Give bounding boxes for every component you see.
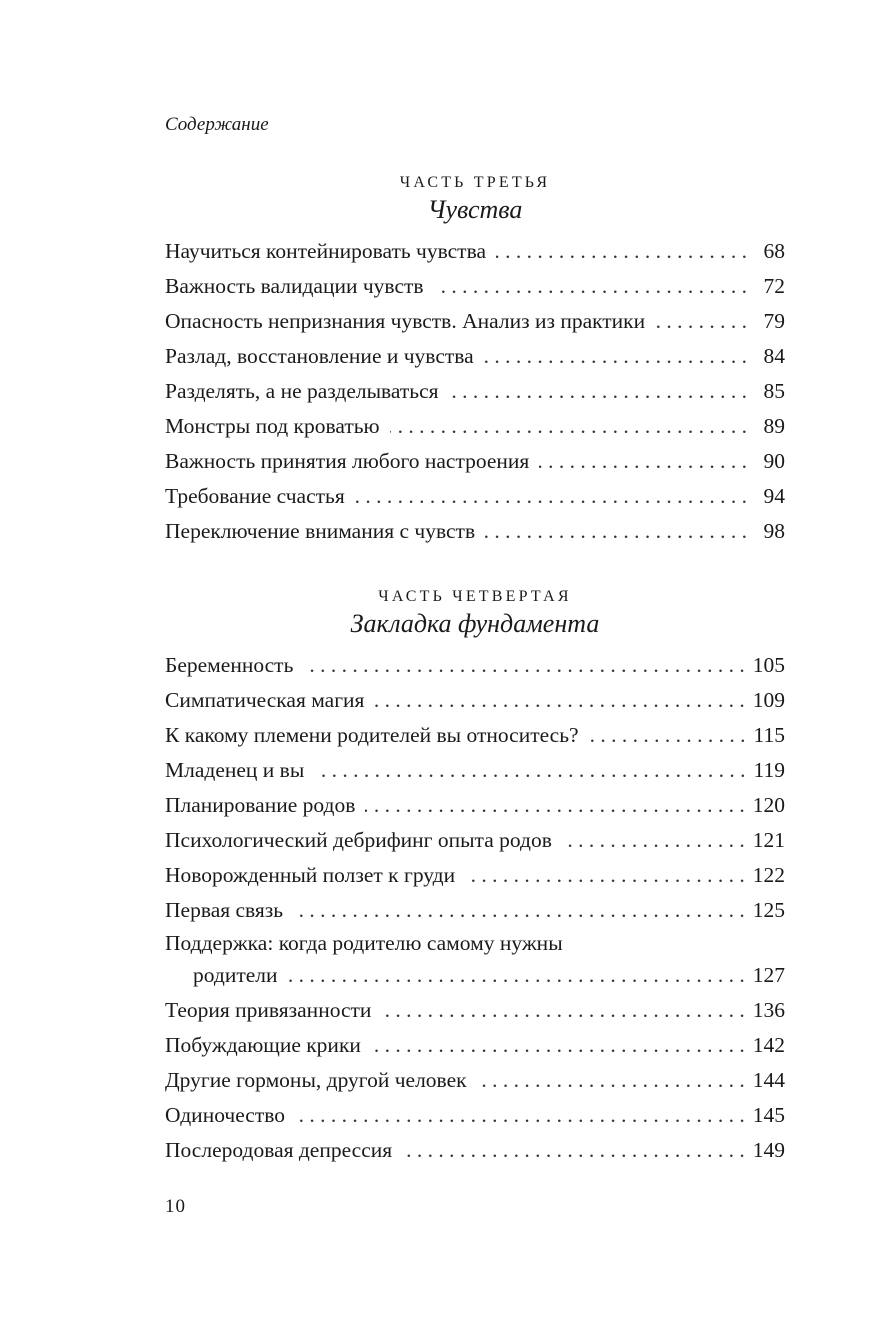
- toc-entry-title: Переключение внимания с чувств: [165, 519, 476, 543]
- leader-dots: [485, 514, 747, 549]
- toc-entry[interactable]: [165, 269, 785, 304]
- leader-dots: [374, 683, 744, 718]
- leader-dots: [303, 648, 744, 683]
- part-label: ЧАСТЬ ТРЕТЬЯ: [399, 174, 551, 191]
- toc-list: [165, 648, 785, 1168]
- toc-entry[interactable]: [165, 893, 785, 928]
- toc-entry-page: 149: [752, 1138, 785, 1162]
- leader-dots: [295, 1098, 745, 1133]
- toc-entry[interactable]: [165, 858, 785, 893]
- toc-entry[interactable]: [165, 479, 785, 514]
- toc-entry-page: 105: [752, 653, 785, 677]
- leader-dots: [371, 1028, 745, 1063]
- toc-entry-page: 72: [763, 274, 785, 298]
- toc-entry[interactable]: [165, 1098, 785, 1133]
- leader-dots: [381, 993, 744, 1028]
- toc-entry-page: 84: [763, 344, 785, 368]
- toc-entry-page: 142: [752, 1033, 785, 1057]
- part-three: [165, 172, 785, 549]
- toc-entry-title: Новорожденный ползет к груди: [165, 863, 456, 887]
- toc-entry[interactable]: [165, 1133, 785, 1168]
- toc-entry-title: Послеродовая депрессия: [165, 1138, 393, 1162]
- toc-entry[interactable]: [165, 1063, 785, 1098]
- toc-entry[interactable]: [165, 648, 785, 683]
- toc-entry-page: 145: [752, 1103, 785, 1127]
- toc-entry-page: 144: [752, 1068, 785, 1092]
- leader-dots: [390, 409, 747, 444]
- leader-dots: [589, 718, 746, 753]
- toc-entry-title: Важность валидации чувств: [165, 274, 424, 298]
- toc-entry-title: Научиться контейнировать чувства: [165, 239, 486, 263]
- leader-dots: [655, 304, 747, 339]
- toc-entry[interactable]: [165, 304, 785, 339]
- part-four: [165, 586, 785, 1168]
- toc-entry[interactable]: [165, 444, 785, 479]
- toc-entry-page: 125: [752, 898, 785, 922]
- toc-list: [165, 234, 785, 549]
- toc-entry[interactable]: [165, 718, 785, 753]
- toc-entry-page: 85: [763, 379, 785, 403]
- toc-entry-title: Планирование родов: [165, 793, 356, 817]
- page-number: 10: [165, 1196, 186, 1217]
- leader-dots: [365, 788, 744, 823]
- leader-dots: [355, 479, 747, 514]
- leader-dots: [402, 1133, 745, 1168]
- toc-entry-title-cont: родители: [193, 963, 278, 987]
- toc-entry[interactable]: [165, 234, 785, 269]
- toc-entry-page: 119: [753, 758, 785, 782]
- toc-entry[interactable]: [165, 1028, 785, 1063]
- part-label: ЧАСТЬ ЧЕТВЕРТАЯ: [378, 588, 572, 605]
- leader-dots: [434, 269, 747, 304]
- leader-dots: [539, 444, 747, 479]
- toc-entry-page: 90: [763, 449, 785, 473]
- toc-entry-page: 127: [752, 963, 785, 987]
- toc-entry-continuation: [165, 958, 785, 993]
- leader-dots: [477, 1063, 745, 1098]
- part-title: Закладка фундамента: [350, 609, 600, 638]
- toc-entry[interactable]: [165, 823, 785, 858]
- toc-entry-title: Побуждающие крики: [165, 1033, 361, 1057]
- toc-entry-title: Поддержка: когда родителю самому нужны: [165, 931, 563, 955]
- toc-entry-page: 98: [763, 519, 785, 543]
- leader-dots: [484, 339, 747, 374]
- toc-entry-title: Монстры под кроватью: [165, 414, 380, 438]
- toc-entry[interactable]: [165, 514, 785, 549]
- toc-entry[interactable]: [165, 788, 785, 823]
- toc-entry-page: 79: [763, 309, 785, 333]
- part-title: Чувства: [427, 195, 523, 224]
- leader-dots: [496, 234, 747, 269]
- toc-entry-page: 122: [752, 863, 785, 887]
- leader-dots: [449, 374, 747, 409]
- toc-entry-title: Младенец и вы: [165, 758, 305, 782]
- toc-entry[interactable]: [165, 683, 785, 718]
- leader-dots: [288, 958, 745, 993]
- toc-entry-page: 115: [753, 723, 785, 747]
- running-head: Содержание: [165, 114, 269, 135]
- toc-entry-page: 121: [752, 828, 785, 852]
- toc-entry-title: Важность принятия любого настроения: [165, 449, 530, 473]
- toc-entry-page: 120: [752, 793, 785, 817]
- toc-entry-page: 109: [752, 688, 785, 712]
- toc-entry-title: Теория привязанности: [165, 998, 372, 1022]
- toc-entry-title: Психологический дебрифинг опыта родов: [165, 828, 552, 852]
- toc-entry-title: Требование счастья: [165, 484, 345, 508]
- toc-entry[interactable]: [165, 753, 785, 788]
- toc-entry-title: Разлад, восстановление и чувства: [165, 344, 474, 368]
- leader-dots: [314, 753, 745, 788]
- leader-dots: [465, 858, 745, 893]
- toc-entry-page: 94: [763, 484, 785, 508]
- toc-entry-title: Симпатическая магия: [165, 688, 365, 712]
- leader-dots: [562, 823, 745, 858]
- toc-entry-title: Одиночество: [165, 1103, 285, 1127]
- toc-entry[interactable]: [165, 409, 785, 444]
- toc-entry[interactable]: [165, 993, 785, 1028]
- leader-dots: [293, 893, 745, 928]
- toc-entry[interactable]: [165, 928, 785, 993]
- toc-entry-title: Беременность: [165, 653, 294, 677]
- toc-entry-title: Опасность непризнания чувств. Анализ из практики: [165, 309, 646, 333]
- toc-entry[interactable]: [165, 339, 785, 374]
- toc-entry-page: 68: [763, 239, 785, 263]
- toc-entry-page: 89: [763, 414, 785, 438]
- toc-entry-page: 136: [752, 998, 785, 1022]
- toc-entry-title: Первая связь: [165, 898, 284, 922]
- toc-entry-title: Разделять, а не разделываться: [165, 379, 439, 403]
- toc-entry[interactable]: [165, 374, 785, 409]
- toc-entry-title: К какому племени родителей вы относитесь?: [165, 723, 579, 747]
- toc-entry-title: Другие гормоны, другой человек: [165, 1068, 467, 1092]
